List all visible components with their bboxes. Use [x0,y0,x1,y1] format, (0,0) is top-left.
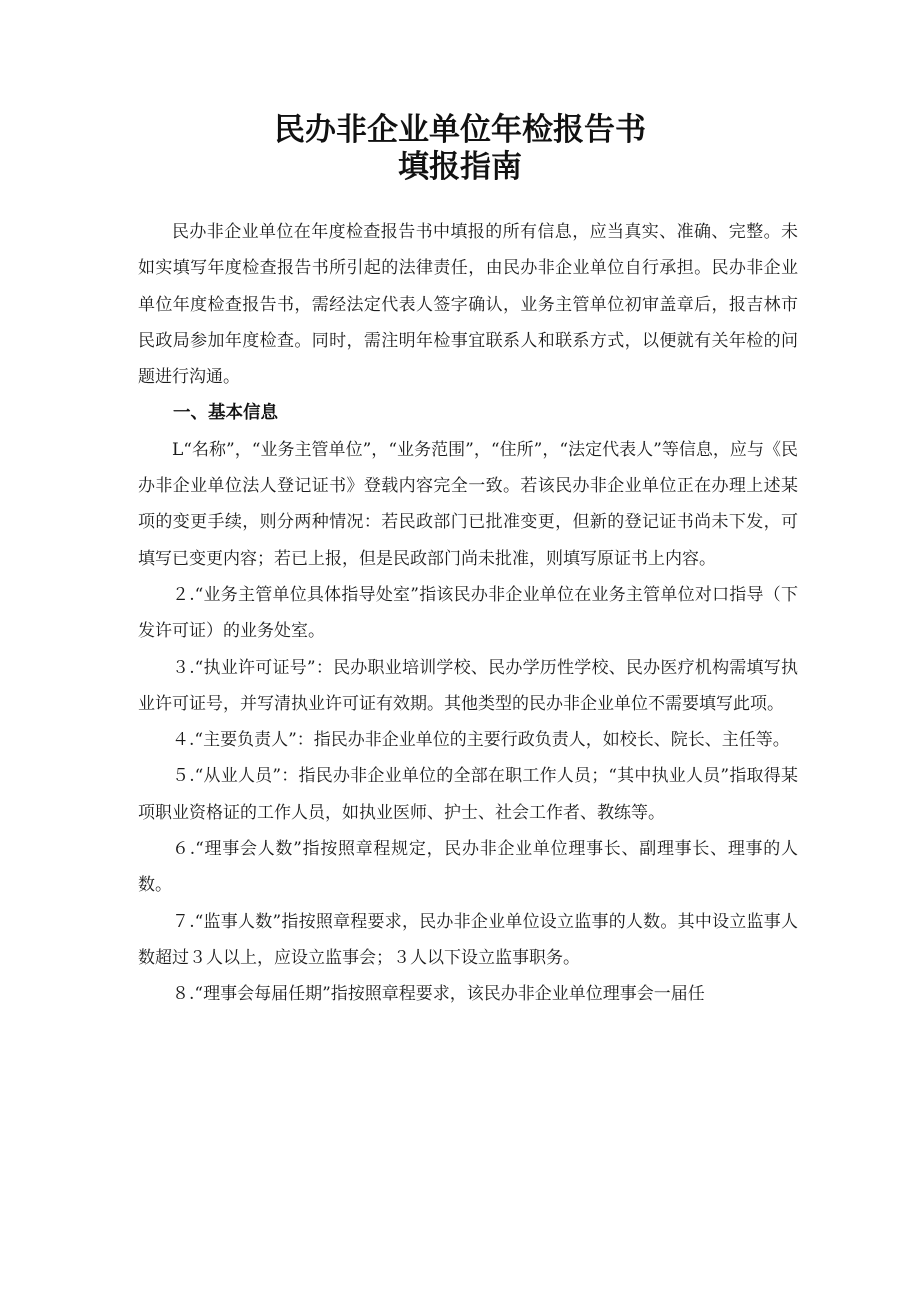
item-paragraph-7: ７.“监事人数”指按照章程要求，民办非企业单位设立监事的人数。其中设立监事人数超过３人以上，应设立监事会；３人以下设立监事职务。 [138,911,798,968]
item-paragraph-2: ２.“业务主管单位具体指导处室”指该民办非企业单位在业务主管单位对口指导（下发许可证）的业务处室。 [138,584,798,642]
item-paragraph-3: ３.“执业许可证号”：民办职业培训学校、民办学历性学校、民办医疗机构需填写执业许可证号，并写清执业许可证有效期。其他类型的民办非企业单位不需要填写此项。 [138,657,798,714]
section-heading-basic-info: 一、基本信息 [173,403,278,424]
item-paragraph-8: ８.“理事会每届任期”指按照章程要求，该民办非企业单位理事会一届任 [172,984,705,1005]
item-paragraph-5: ５.“从业人员”：指民办非企业单位的全部在职工作人员；“其中执业人员”指取得某项职业资格证的工作人员，如执业医师、护士、社会工作者、教练等。 [138,766,798,823]
intro-paragraph: 民办非企业单位在年度检查报告书中填报的所有信息，应当真实、准确、完整。未如实填写年度检查报告书所引起的法律责任，由民办非企业单位自行承担。民办非企业单位年度检查报告书，需经法定代表人签字确认，业务主管单位初审盖章后，报吉林市民政局参加年度检查。同时，需注明年检事宜联系人和联系方式，以便就有关年检的问题进行沟通。 [138,222,798,388]
item-paragraph-6: ６.“理事会人数”指按照章程规定，民办非企业单位理事长、副理事长、理事的人数。 [138,839,798,896]
item-paragraph-1: L“名称”，“业务主管单位”，“业务范围”，“住所”，“法定代表人”等信息，应与《民办非企业单位法人登记证书》登载内容完全一致。若该民办非企业单位正在办理上述某项的变更手续，则分两种情况：若民政部门已批准变更，但新的登记证书尚未下发，可填写已变更内容；若已上报，但是民政部门尚未批准，则填写原证书上内容。 [138,439,798,569]
document-title: 民办非企业单位年检报告书 [274,112,646,148]
document-body [138,214,798,1013]
item-paragraph-4: ４.“主要负责人”：指民办非企业单位的主要行政负责人，如校长、院长、主任等。 [172,730,790,751]
document-subtitle: 填报指南 [398,149,522,185]
